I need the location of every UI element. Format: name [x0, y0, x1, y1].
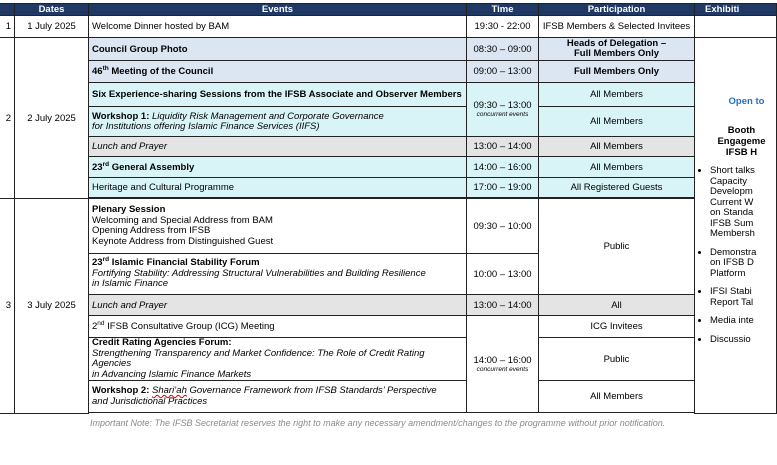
participation-cell: IFSB Members & Selected Invitees — [539, 16, 695, 38]
exhibition-header: Exhibiti — [695, 4, 777, 16]
event-cell: Six Experience-sharing Sessions from the IFSB Associate and Observer Members — [89, 83, 467, 107]
exhibition-booth-heading — [697, 125, 776, 158]
time-cell: 19:30 - 22:00 — [467, 16, 539, 38]
dates-header: Dates — [15, 4, 89, 16]
list-line: Developm — [710, 186, 753, 197]
workshop-label: Workshop 2: — [92, 385, 150, 396]
event-title: General Assembly — [109, 161, 195, 173]
time-cell: 17:00 – 19:00 — [467, 178, 539, 198]
list-line: IFSI Stabi — [710, 286, 752, 297]
time-cell: 14:00 – 16:00 — [467, 157, 539, 178]
exhibition-blank-cell — [695, 16, 777, 38]
ordinal-number: 46 — [92, 66, 103, 77]
participation-cell: All — [539, 295, 695, 316]
day-date: 2 July 2025 — [15, 38, 89, 199]
participation-line: Heads of Delegation – — [566, 38, 667, 49]
event-cell — [89, 316, 467, 338]
participation-cell — [539, 38, 695, 61]
event-cell — [89, 107, 467, 137]
booth-line: IFSB H — [725, 147, 758, 158]
table-row — [0, 199, 777, 254]
table-row — [0, 316, 777, 338]
workshop-desc: Governance Framework from IFSB Standards’ Perspective — [186, 385, 437, 396]
day-header — [0, 4, 15, 16]
participation-line: Full Members Only — [574, 48, 659, 59]
participation-cell: All Members — [539, 157, 695, 178]
ordinal-suffix: nd — [97, 319, 105, 327]
day-number: 2 — [0, 38, 15, 199]
booth-line: Booth — [727, 125, 756, 136]
list-line: Membersh — [710, 228, 755, 239]
concurrent-note: concurrent events — [476, 111, 529, 118]
list-item — [710, 335, 776, 346]
event-cell: Welcome Dinner hosted by BAM — [89, 16, 467, 38]
booth-line: Engageme — [717, 136, 766, 147]
event-cell — [89, 157, 467, 178]
table-row — [0, 107, 777, 137]
ordinal-suffix: rd — [102, 256, 110, 264]
event-desc: in Islamic Finance — [92, 278, 169, 290]
time-header: Time — [467, 4, 539, 16]
exhibition-list — [697, 166, 776, 345]
event-cell — [89, 338, 467, 381]
event-title: IFSB Consultative Group (ICG) Meeting — [104, 321, 275, 332]
list-line: Demonstra — [710, 246, 757, 258]
participation-cell: Full Members Only — [539, 61, 695, 83]
header-row — [0, 4, 777, 16]
list-line: on IFSB D — [710, 257, 754, 268]
table-row — [0, 338, 777, 381]
time-cell: 09:30 – 10:00 — [467, 199, 539, 254]
event-cell: Lunch and Prayer — [89, 295, 467, 316]
table-row — [0, 83, 777, 107]
list-line: Report Tal — [710, 296, 754, 308]
time-cell: 08:30 – 09:00 — [467, 38, 539, 61]
event-cell — [89, 199, 467, 254]
table-row — [0, 178, 777, 198]
programme-table — [0, 3, 777, 414]
time-value: 14:00 – 16:00 — [473, 354, 532, 366]
list-item — [710, 166, 776, 240]
event-cell — [89, 61, 467, 83]
list-line: Capacity — [710, 175, 747, 187]
list-line: on Standa — [710, 207, 754, 218]
ordinal-number: 23 — [92, 161, 103, 173]
event-cell: Council Group Photo — [89, 38, 467, 61]
event-title: Credit Rating Agencies Forum: — [92, 337, 232, 348]
ordinal-number: 23 — [92, 257, 103, 269]
list-line: Discussio — [710, 333, 751, 345]
event-cell — [89, 381, 467, 413]
event-desc: Strengthening Transparency and Market Confidence: The Role of Credit Rating Agencies — [92, 347, 425, 369]
participation-header: Participation — [539, 4, 695, 16]
participation-cell: ICG Invitees — [539, 316, 695, 338]
event-desc: in Advancing Islamic Finance Markets — [92, 368, 252, 380]
table-row — [0, 38, 777, 61]
table-row — [0, 137, 777, 157]
table-row — [0, 157, 777, 178]
list-line: Platform — [710, 267, 746, 279]
ordinal-number: 2 — [92, 321, 98, 332]
participation-cell: Public — [539, 199, 695, 295]
ordinal-suffix: rd — [102, 160, 110, 168]
workshop-desc: Liquidity Risk Management and Corporate Governance — [149, 110, 384, 122]
day-number: 1 — [0, 16, 15, 38]
day-date: 1 July 2025 — [15, 16, 89, 38]
time-cell: 13:00 – 14:00 — [467, 137, 539, 157]
concurrent-note: concurrent events — [476, 365, 529, 373]
time-cell: 13:00 – 14:00 — [467, 295, 539, 316]
participation-cell: Public — [539, 338, 695, 381]
day-date: 3 July 2025 — [15, 199, 89, 414]
event-title: Plenary Session — [92, 204, 166, 215]
event-cell: Heritage and Cultural Programme — [89, 178, 467, 198]
important-note: Important Note: The IFSB Secretariat reserves the right to make any necessary amendment/changes to the programme without prior notification. — [90, 418, 666, 428]
list-line: Current W — [710, 196, 754, 208]
event-cell — [89, 254, 467, 295]
event-cell: Lunch and Prayer — [89, 137, 467, 157]
exhibition-cell — [695, 38, 777, 414]
event-title: Meeting of the Council — [108, 66, 214, 77]
events-header: Events — [89, 4, 467, 16]
participation-cell: All Members — [539, 381, 695, 413]
list-item — [710, 316, 776, 327]
list-line: Media inte — [710, 315, 754, 326]
list-item — [710, 287, 776, 308]
table-row — [0, 295, 777, 316]
workshop-desc: and Jurisdictional Practices — [92, 395, 208, 407]
day-number: 3 — [0, 199, 15, 414]
ordinal-suffix: th — [102, 64, 109, 72]
event-line: Welcoming and Special Address from BAM — [92, 214, 273, 226]
exhibition-open-label: Open to — [728, 96, 765, 107]
event-title: Islamic Financial Stability Forum — [109, 257, 260, 269]
time-cell — [467, 83, 539, 137]
participation-cell: All Members — [539, 83, 695, 107]
workshop-desc: for Institutions offering Islamic Finance Services (IIFS) — [92, 120, 320, 132]
table-row — [0, 61, 777, 83]
participation-cell: All Members — [539, 107, 695, 137]
event-line: Keynote Address from Distinguished Guest — [92, 235, 274, 247]
time-cell: 10:00 – 13:00 — [467, 254, 539, 295]
time-value: 09:30 – 13:00 — [473, 100, 532, 111]
time-cell: 09:00 – 13:00 — [467, 61, 539, 83]
table-row — [0, 381, 777, 413]
list-line: IFSB Sum — [710, 217, 754, 229]
event-desc: Fortifying Stability: Addressing Structural Vulnerabilities and Building Resilience — [92, 267, 426, 279]
participation-cell: All Registered Guests — [539, 178, 695, 198]
list-line: Short talks — [710, 165, 755, 176]
list-item — [710, 248, 776, 280]
workshop-label: Workshop 1: — [92, 110, 150, 122]
table-row — [0, 16, 777, 38]
participation-cell: All Members — [539, 137, 695, 157]
time-cell — [467, 316, 539, 413]
event-line: Opening Address from IFSB — [92, 225, 211, 236]
workshop-desc: Shari’ah — [152, 385, 187, 396]
